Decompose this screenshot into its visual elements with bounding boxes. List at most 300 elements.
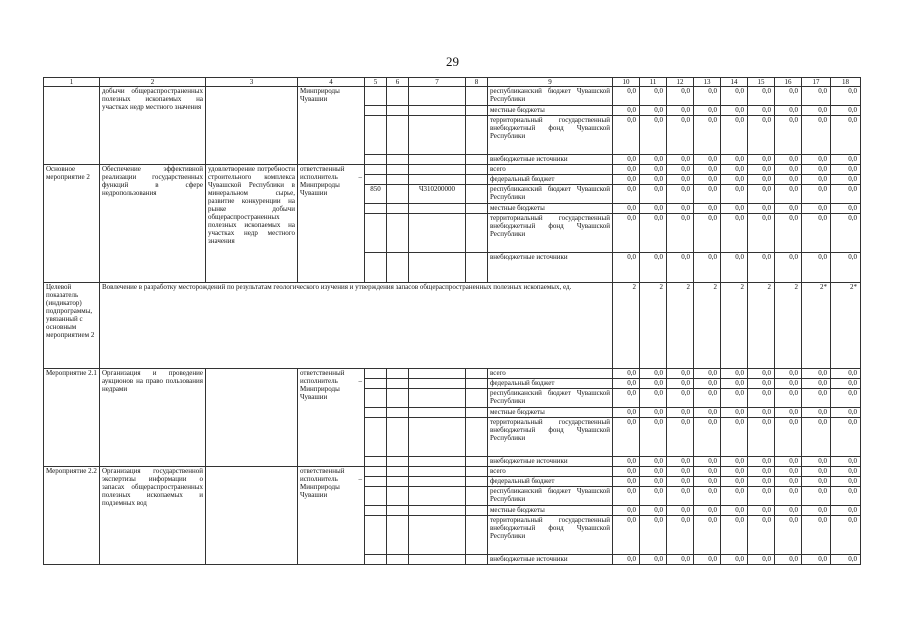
amount-cell: 0,0 — [613, 204, 640, 214]
amount-cell: 0,0 — [640, 369, 667, 379]
cell-code — [387, 477, 409, 487]
amount-cell: 0,0 — [640, 487, 667, 506]
indicator-value: 2 — [640, 283, 667, 369]
cell-code — [409, 214, 466, 253]
amount-cell: 0,0 — [640, 165, 667, 175]
amount-cell: 0,0 — [775, 457, 802, 467]
funding-source: территориальный государственный внебюджетный фонд Чувашской Республики — [488, 214, 613, 253]
amount-cell: 0,0 — [694, 457, 721, 467]
indicator-row — [44, 283, 861, 369]
amount-cell: 0,0 — [640, 379, 667, 389]
amount-cell: 0,0 — [721, 155, 748, 165]
cell-code — [387, 467, 409, 477]
cell-code — [387, 155, 409, 165]
amount-cell: 0,0 — [613, 369, 640, 379]
amount-cell: 0,0 — [613, 175, 640, 185]
cell-col7: Ч310200000 — [409, 185, 466, 204]
cell-code — [466, 516, 488, 555]
amount-cell: 0,0 — [831, 467, 861, 477]
amount-cell: 0,0 — [640, 185, 667, 204]
cell-col2: Обеспечение эффективной реализации государственных функций в сфере недропользования — [100, 165, 206, 283]
amount-cell: 0,0 — [775, 185, 802, 204]
cell-code — [409, 467, 466, 477]
amount-cell: 0,0 — [802, 106, 831, 116]
cell-code — [387, 165, 409, 175]
amount-cell: 0,0 — [802, 555, 831, 565]
amount-cell: 0,0 — [640, 389, 667, 408]
funding-source: республиканский бюджет Чувашской Республики — [488, 487, 613, 506]
amount-cell: 0,0 — [667, 185, 694, 204]
cell-code — [409, 418, 466, 457]
amount-cell: 0,0 — [748, 214, 775, 253]
amount-cell: 0,0 — [694, 389, 721, 408]
amount-cell: 0,0 — [640, 516, 667, 555]
indicator-text: Вовлечение в разработку месторождений по результатам геологического изучения и утверждения запасов общераспространенных полезных ископаемых, ед. — [100, 283, 613, 369]
amount-cell: 0,0 — [775, 418, 802, 457]
amount-cell: 0,0 — [613, 408, 640, 418]
amount-cell: 0,0 — [775, 116, 802, 155]
cell-code — [387, 106, 409, 116]
cell-code — [387, 116, 409, 155]
funding-source: всего — [488, 467, 613, 477]
indicator-label: Целевой показатель (индикатор) подпрограммы, увязанный с основным мероприятием 2 — [44, 283, 100, 369]
amount-cell: 0,0 — [694, 418, 721, 457]
header-col-18: 18 — [831, 78, 861, 87]
cell-code — [387, 369, 409, 379]
amount-cell: 0,0 — [802, 185, 831, 204]
amount-cell: 0,0 — [831, 516, 861, 555]
cell-code — [466, 155, 488, 165]
indicator-value: 2 — [748, 283, 775, 369]
amount-cell: 0,0 — [802, 165, 831, 175]
amount-cell: 0,0 — [775, 477, 802, 487]
cell-col1: Мероприятие 2.2 — [44, 467, 100, 565]
cell-col1: Мероприятие 2.1 — [44, 369, 100, 467]
cell-code — [466, 106, 488, 116]
cell-code — [365, 487, 387, 506]
amount-cell: 0,0 — [721, 185, 748, 204]
amount-cell: 0,0 — [640, 116, 667, 155]
funding-source: местные бюджеты — [488, 204, 613, 214]
amount-cell: 0,0 — [694, 116, 721, 155]
cell-code — [466, 457, 488, 467]
indicator-value: 2 — [667, 283, 694, 369]
header-col-1: 1 — [44, 78, 100, 87]
header-col-15: 15 — [748, 78, 775, 87]
amount-cell: 0,0 — [802, 175, 831, 185]
amount-cell: 0,0 — [721, 87, 748, 106]
amount-cell: 0,0 — [802, 116, 831, 155]
amount-cell: 0,0 — [667, 106, 694, 116]
header-col-8: 8 — [466, 78, 488, 87]
amount-cell: 0,0 — [802, 214, 831, 253]
amount-cell: 0,0 — [775, 204, 802, 214]
cell-col2: Организация государственной экспертизы информации о запасах общераспространенных полезных ископаемых и подземных вод — [100, 467, 206, 565]
amount-cell: 0,0 — [694, 516, 721, 555]
header-col-17: 17 — [802, 78, 831, 87]
amount-cell: 0,0 — [775, 408, 802, 418]
amount-cell: 0,0 — [613, 457, 640, 467]
amount-cell: 0,0 — [667, 487, 694, 506]
amount-cell: 0,0 — [802, 379, 831, 389]
amount-cell: 0,0 — [667, 253, 694, 283]
amount-cell: 0,0 — [775, 253, 802, 283]
funding-source: всего — [488, 165, 613, 175]
amount-cell: 0,0 — [721, 418, 748, 457]
indicator-value: 2 — [613, 283, 640, 369]
cell-code — [409, 389, 466, 408]
amount-cell: 0,0 — [640, 555, 667, 565]
amount-cell: 0,0 — [694, 506, 721, 516]
table-row — [44, 467, 861, 477]
amount-cell: 0,0 — [694, 369, 721, 379]
amount-cell: 0,0 — [748, 106, 775, 116]
cell-code — [409, 106, 466, 116]
cell-code — [466, 487, 488, 506]
header-col-14: 14 — [721, 78, 748, 87]
amount-cell: 0,0 — [721, 506, 748, 516]
cell-code — [466, 467, 488, 477]
amount-cell: 0,0 — [831, 418, 861, 457]
amount-cell: 0,0 — [802, 418, 831, 457]
cell-code — [409, 204, 466, 214]
funding-source: местные бюджеты — [488, 408, 613, 418]
cell-code — [409, 477, 466, 487]
cell-code — [365, 516, 387, 555]
cell-col2: добычи общераспространенных полезных ископаемых на участках недр местного значения — [100, 87, 206, 165]
indicator-value: 2 — [775, 283, 802, 369]
amount-cell: 0,0 — [721, 389, 748, 408]
header-col-3: 3 — [206, 78, 298, 87]
cell-col4: ответственный исполнитель – Минприроды Чувашии — [298, 165, 365, 283]
cell-col1: Основное мероприятие 2 — [44, 165, 100, 283]
cell-code — [409, 457, 466, 467]
amount-cell: 0,0 — [748, 389, 775, 408]
cell-code — [365, 506, 387, 516]
funding-source: республиканский бюджет Чувашской Республики — [488, 389, 613, 408]
amount-cell: 0,0 — [802, 487, 831, 506]
amount-cell: 0,0 — [721, 175, 748, 185]
amount-cell: 0,0 — [831, 175, 861, 185]
cell-code — [387, 487, 409, 506]
amount-cell: 0,0 — [721, 106, 748, 116]
cell-code — [466, 87, 488, 106]
cell-code — [387, 389, 409, 408]
cell-code — [365, 369, 387, 379]
amount-cell: 0,0 — [640, 467, 667, 477]
amount-cell: 0,0 — [667, 155, 694, 165]
amount-cell: 0,0 — [694, 408, 721, 418]
cell-code — [365, 467, 387, 477]
amount-cell: 0,0 — [667, 379, 694, 389]
amount-cell: 0,0 — [748, 408, 775, 418]
header-col-16: 16 — [775, 78, 802, 87]
amount-cell: 0,0 — [748, 165, 775, 175]
amount-cell: 0,0 — [694, 253, 721, 283]
header-col-5: 5 — [365, 78, 387, 87]
cell-code — [466, 214, 488, 253]
cell-code — [466, 175, 488, 185]
cell-col2: Организация и проведение аукционов на право пользования недрами — [100, 369, 206, 467]
amount-cell: 0,0 — [775, 214, 802, 253]
cell-code — [365, 116, 387, 155]
cell-code — [365, 457, 387, 467]
funding-source: внебюджетные источники — [488, 155, 613, 165]
amount-cell: 0,0 — [694, 165, 721, 175]
amount-cell: 0,0 — [613, 467, 640, 477]
amount-cell: 0,0 — [613, 214, 640, 253]
amount-cell: 0,0 — [721, 487, 748, 506]
cell-col8 — [466, 185, 488, 204]
amount-cell: 0,0 — [613, 506, 640, 516]
cell-col1 — [44, 87, 100, 165]
cell-code — [365, 106, 387, 116]
cell-code — [387, 457, 409, 467]
amount-cell: 0,0 — [721, 369, 748, 379]
amount-cell: 0,0 — [613, 555, 640, 565]
amount-cell: 0,0 — [667, 506, 694, 516]
cell-code — [466, 204, 488, 214]
amount-cell: 0,0 — [802, 408, 831, 418]
funding-source: местные бюджеты — [488, 506, 613, 516]
amount-cell: 0,0 — [831, 379, 861, 389]
amount-cell: 0,0 — [748, 87, 775, 106]
amount-cell: 0,0 — [775, 175, 802, 185]
amount-cell: 0,0 — [721, 457, 748, 467]
amount-cell: 0,0 — [640, 408, 667, 418]
amount-cell: 0,0 — [667, 467, 694, 477]
cell-code — [387, 175, 409, 185]
amount-cell: 0,0 — [667, 516, 694, 555]
amount-cell: 0,0 — [667, 175, 694, 185]
amount-cell: 0,0 — [667, 418, 694, 457]
cell-code — [409, 487, 466, 506]
amount-cell: 0,0 — [748, 418, 775, 457]
amount-cell: 0,0 — [775, 487, 802, 506]
amount-cell: 0,0 — [667, 457, 694, 467]
cell-code — [365, 175, 387, 185]
cell-code — [365, 555, 387, 565]
funding-source: территориальный государственный внебюджетный фонд Чувашской Республики — [488, 418, 613, 457]
amount-cell: 0,0 — [831, 487, 861, 506]
amount-cell: 0,0 — [721, 116, 748, 155]
funding-source: федеральный бюджет — [488, 379, 613, 389]
funding-source: внебюджетные источники — [488, 457, 613, 467]
amount-cell: 0,0 — [613, 516, 640, 555]
cell-col4: ответственный исполнитель – Минприроды Чувашии — [298, 467, 365, 565]
cell-code — [466, 253, 488, 283]
amount-cell: 0,0 — [694, 155, 721, 165]
cell-code — [387, 253, 409, 283]
amount-cell: 0,0 — [640, 155, 667, 165]
amount-cell: 0,0 — [775, 379, 802, 389]
amount-cell: 0,0 — [640, 457, 667, 467]
cell-code — [387, 379, 409, 389]
amount-cell: 0,0 — [831, 408, 861, 418]
amount-cell: 0,0 — [802, 389, 831, 408]
amount-cell: 0,0 — [748, 379, 775, 389]
amount-cell: 0,0 — [748, 467, 775, 477]
amount-cell: 0,0 — [721, 253, 748, 283]
amount-cell: 0,0 — [831, 253, 861, 283]
cell-code — [365, 418, 387, 457]
amount-cell: 0,0 — [721, 555, 748, 565]
amount-cell: 0,0 — [640, 253, 667, 283]
amount-cell: 0,0 — [775, 506, 802, 516]
amount-cell: 0,0 — [748, 555, 775, 565]
amount-cell: 0,0 — [613, 185, 640, 204]
funding-source: федеральный бюджет — [488, 477, 613, 487]
amount-cell: 0,0 — [802, 369, 831, 379]
amount-cell: 0,0 — [802, 467, 831, 477]
cell-col4: Минприроды Чувашии — [298, 87, 365, 165]
cell-code — [387, 408, 409, 418]
amount-cell: 0,0 — [694, 87, 721, 106]
cell-col3 — [206, 467, 298, 565]
amount-cell: 0,0 — [802, 457, 831, 467]
amount-cell: 0,0 — [775, 389, 802, 408]
indicator-value: 2 — [694, 283, 721, 369]
cell-code — [409, 155, 466, 165]
amount-cell: 0,0 — [667, 165, 694, 175]
amount-cell: 0,0 — [613, 253, 640, 283]
funding-source: республиканский бюджет Чувашской Республики — [488, 185, 613, 204]
amount-cell: 0,0 — [640, 106, 667, 116]
indicator-value: 2 — [721, 283, 748, 369]
amount-cell: 0,0 — [721, 214, 748, 253]
amount-cell: 0,0 — [831, 457, 861, 467]
amount-cell: 0,0 — [802, 204, 831, 214]
amount-cell: 0,0 — [667, 408, 694, 418]
amount-cell: 0,0 — [831, 477, 861, 487]
cell-code — [466, 506, 488, 516]
amount-cell: 0,0 — [667, 555, 694, 565]
cell-code — [365, 477, 387, 487]
amount-cell: 0,0 — [831, 185, 861, 204]
amount-cell: 0,0 — [694, 214, 721, 253]
cell-code — [387, 214, 409, 253]
header-row — [44, 78, 861, 87]
amount-cell: 0,0 — [721, 204, 748, 214]
amount-cell: 0,0 — [748, 253, 775, 283]
amount-cell: 0,0 — [613, 87, 640, 106]
funding-source: всего — [488, 369, 613, 379]
amount-cell: 0,0 — [831, 116, 861, 155]
cell-code — [409, 379, 466, 389]
amount-cell: 0,0 — [640, 175, 667, 185]
header-col-2: 2 — [100, 78, 206, 87]
indicator-value: 2* — [831, 283, 861, 369]
table-row — [44, 369, 861, 379]
cell-col5: 850 — [365, 185, 387, 204]
header-col-10: 10 — [613, 78, 640, 87]
amount-cell: 0,0 — [667, 389, 694, 408]
funding-source: федеральный бюджет — [488, 175, 613, 185]
amount-cell: 0,0 — [694, 555, 721, 565]
header-col-11: 11 — [640, 78, 667, 87]
cell-code — [466, 116, 488, 155]
amount-cell: 0,0 — [802, 253, 831, 283]
amount-cell: 0,0 — [748, 487, 775, 506]
cell-code — [466, 477, 488, 487]
cell-code — [409, 555, 466, 565]
amount-cell: 0,0 — [831, 214, 861, 253]
amount-cell: 0,0 — [694, 175, 721, 185]
amount-cell: 0,0 — [775, 106, 802, 116]
amount-cell: 0,0 — [667, 204, 694, 214]
amount-cell: 0,0 — [613, 116, 640, 155]
amount-cell: 0,0 — [694, 204, 721, 214]
funding-source: республиканский бюджет Чувашской Республики — [488, 87, 613, 106]
cell-code — [409, 506, 466, 516]
cell-code — [466, 369, 488, 379]
amount-cell: 0,0 — [613, 155, 640, 165]
cell-col6 — [387, 185, 409, 204]
amount-cell: 0,0 — [640, 204, 667, 214]
cell-code — [466, 165, 488, 175]
cell-code — [409, 165, 466, 175]
amount-cell: 0,0 — [748, 204, 775, 214]
amount-cell: 0,0 — [748, 506, 775, 516]
amount-cell: 0,0 — [831, 106, 861, 116]
amount-cell: 0,0 — [640, 214, 667, 253]
table-row — [44, 165, 861, 175]
amount-cell: 0,0 — [775, 165, 802, 175]
cell-code — [466, 379, 488, 389]
cell-code — [387, 418, 409, 457]
amount-cell: 0,0 — [748, 155, 775, 165]
amount-cell: 0,0 — [831, 155, 861, 165]
cell-code — [387, 516, 409, 555]
amount-cell: 0,0 — [640, 418, 667, 457]
cell-col3 — [206, 369, 298, 467]
cell-code — [365, 379, 387, 389]
indicator-value: 2* — [802, 283, 831, 369]
amount-cell: 0,0 — [613, 389, 640, 408]
cell-code — [365, 165, 387, 175]
cell-code — [409, 408, 466, 418]
amount-cell: 0,0 — [640, 87, 667, 106]
amount-cell: 0,0 — [775, 369, 802, 379]
cell-code — [409, 175, 466, 185]
amount-cell: 0,0 — [775, 87, 802, 106]
cell-code — [466, 389, 488, 408]
funding-source: внебюджетные источники — [488, 555, 613, 565]
program-finance-table — [43, 77, 861, 565]
cell-code — [466, 555, 488, 565]
amount-cell: 0,0 — [831, 555, 861, 565]
amount-cell: 0,0 — [667, 214, 694, 253]
cell-col3 — [206, 87, 298, 165]
amount-cell: 0,0 — [694, 477, 721, 487]
cell-code — [365, 214, 387, 253]
funding-source: местные бюджеты — [488, 106, 613, 116]
amount-cell: 0,0 — [775, 516, 802, 555]
amount-cell: 0,0 — [721, 408, 748, 418]
amount-cell: 0,0 — [721, 379, 748, 389]
amount-cell: 0,0 — [640, 506, 667, 516]
amount-cell: 0,0 — [802, 506, 831, 516]
amount-cell: 0,0 — [831, 165, 861, 175]
cell-code — [409, 87, 466, 106]
cell-code — [387, 87, 409, 106]
amount-cell: 0,0 — [831, 506, 861, 516]
amount-cell: 0,0 — [694, 467, 721, 477]
cell-code — [466, 418, 488, 457]
amount-cell: 0,0 — [831, 389, 861, 408]
amount-cell: 0,0 — [613, 418, 640, 457]
cell-col3: удовлетворение потребности строительного комплекса Чувашской Республики в минеральном сырье, развитие конкуренции на рынке добычи общераспространенных полезных ископаемых на участках недр местного значения — [206, 165, 298, 283]
